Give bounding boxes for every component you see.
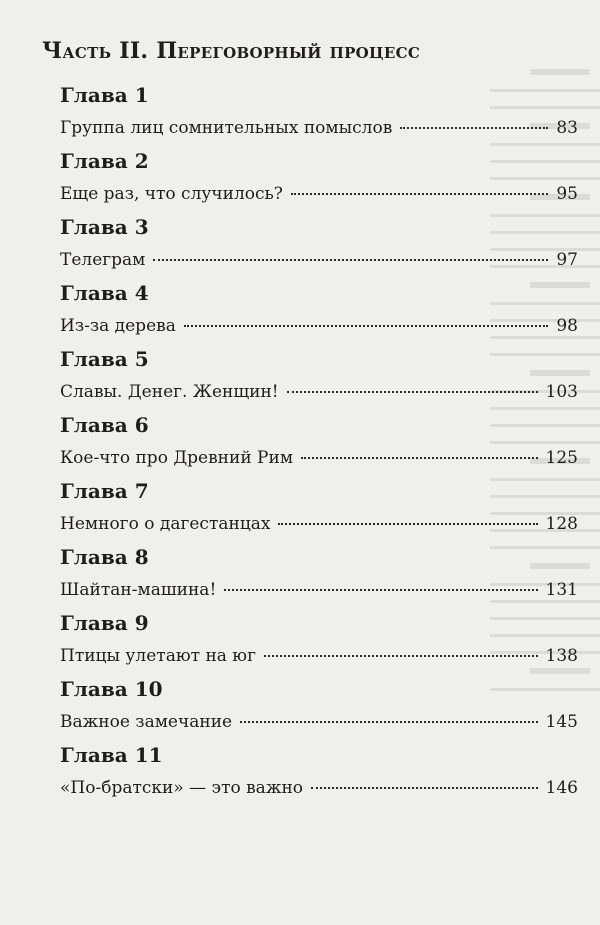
chapter-heading: Глава 4 bbox=[60, 281, 149, 305]
dot-leader bbox=[287, 390, 538, 393]
chapter-title: Птицы улетают на юг bbox=[60, 646, 257, 666]
toc-chapter-3 bbox=[60, 212, 578, 278]
table-of-contents bbox=[40, 38, 580, 806]
chapter-title: Телеграм bbox=[60, 250, 146, 270]
chapter-title: Шайтан-машина! bbox=[60, 580, 217, 600]
chapter-title: Важное замечание bbox=[60, 712, 233, 732]
dot-leader bbox=[153, 258, 548, 261]
page-number: 97 bbox=[556, 250, 578, 270]
page-number: 146 bbox=[545, 778, 578, 798]
toc-entry bbox=[60, 176, 578, 212]
page-number: 98 bbox=[556, 316, 578, 336]
toc-chapter-1 bbox=[60, 80, 578, 146]
toc-entry bbox=[60, 638, 578, 674]
toc-entry bbox=[60, 704, 578, 740]
dot-leader bbox=[224, 588, 537, 591]
chapter-heading: Глава 2 bbox=[60, 149, 149, 173]
toc-entry bbox=[60, 572, 578, 608]
chapter-heading: Глава 9 bbox=[60, 611, 149, 635]
page-number: 125 bbox=[545, 448, 578, 468]
toc-chapter-4 bbox=[60, 278, 578, 344]
chapter-heading: Глава 5 bbox=[60, 347, 149, 371]
toc-entry bbox=[60, 770, 578, 806]
dot-leader bbox=[400, 126, 548, 129]
chapter-title: Славы. Денег. Женщин! bbox=[60, 382, 279, 402]
toc-chapter-5 bbox=[60, 344, 578, 410]
dot-leader bbox=[240, 720, 537, 723]
toc-entry bbox=[60, 110, 578, 146]
chapter-heading: Глава 7 bbox=[60, 479, 149, 503]
chapter-title: Группа лиц сомнительных помыслов bbox=[60, 118, 393, 138]
chapter-heading: Глава 10 bbox=[60, 677, 163, 701]
page-number: 131 bbox=[545, 580, 578, 600]
page-number: 95 bbox=[556, 184, 578, 204]
chapter-title: Немного о дагестанцах bbox=[60, 514, 271, 534]
dot-leader bbox=[278, 522, 537, 525]
dot-leader bbox=[301, 456, 537, 459]
chapter-title: «По-братски» — это важно bbox=[60, 778, 304, 798]
part-title: Часть II. Переговорный процесс bbox=[42, 38, 421, 64]
chapter-title: Кое-что про Древний Рим bbox=[60, 448, 294, 468]
page-number: 103 bbox=[545, 382, 578, 402]
dot-leader bbox=[291, 192, 548, 195]
dot-leader bbox=[184, 324, 549, 327]
chapter-title: Еще раз, что случилось? bbox=[60, 184, 283, 204]
toc-chapter-11 bbox=[60, 740, 578, 806]
chapter-heading: Глава 6 bbox=[60, 413, 149, 437]
toc-entry bbox=[60, 374, 578, 410]
page-number: 128 bbox=[545, 514, 578, 534]
dot-leader bbox=[264, 654, 538, 657]
chapter-heading: Глава 1 bbox=[60, 83, 149, 107]
toc-chapter-8 bbox=[60, 542, 578, 608]
toc-entry bbox=[60, 308, 578, 344]
toc-chapter-7 bbox=[60, 476, 578, 542]
chapter-heading: Глава 11 bbox=[60, 743, 163, 767]
page-number: 138 bbox=[545, 646, 578, 666]
toc-entry bbox=[60, 506, 578, 542]
toc-entry bbox=[60, 242, 578, 278]
toc-chapter-2 bbox=[60, 146, 578, 212]
chapter-heading: Глава 8 bbox=[60, 545, 149, 569]
chapter-title: Из-за дерева bbox=[60, 316, 176, 336]
toc-chapter-10 bbox=[60, 674, 578, 740]
chapter-heading: Глава 3 bbox=[60, 215, 149, 239]
toc-chapter-6 bbox=[60, 410, 578, 476]
page-number: 145 bbox=[545, 712, 578, 732]
toc-entry bbox=[60, 440, 578, 476]
toc-chapter-9 bbox=[60, 608, 578, 674]
page-number: 83 bbox=[556, 118, 578, 138]
dot-leader bbox=[311, 786, 538, 789]
